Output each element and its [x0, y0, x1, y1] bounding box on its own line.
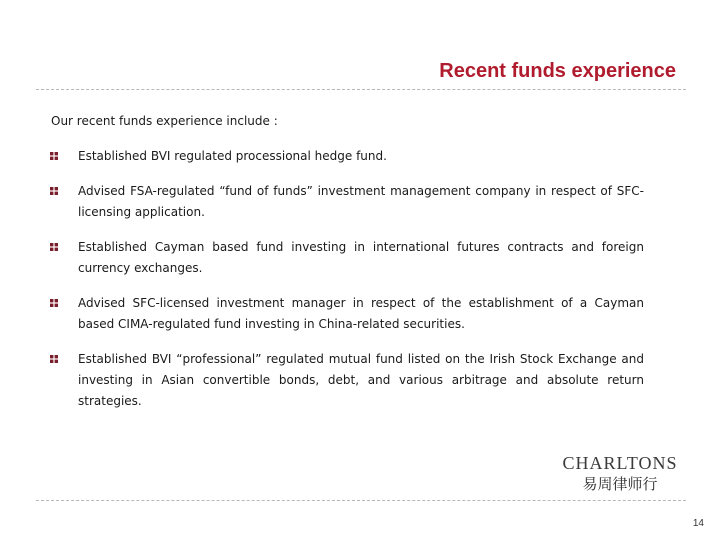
logo-chinese-name: 易周律师行: [582, 475, 658, 493]
list-item-text: Established Cayman based fund investing in international futures contracts and foreign currency exchanges.: [78, 240, 644, 275]
intro-text: Our recent funds experience include :: [51, 114, 278, 128]
square-bullet-icon: [50, 152, 58, 160]
company-logo: [558, 452, 682, 496]
square-bullet-icon: [50, 355, 58, 363]
square-bullet-icon: [50, 243, 58, 251]
list-item: [50, 146, 644, 167]
list-item-text: Established BVI regulated processional hedge fund.: [78, 149, 387, 163]
page-number: 14: [692, 518, 704, 529]
square-bullet-icon: [50, 299, 58, 307]
list-item: [50, 349, 644, 412]
list-item-text: Advised SFC-licensed investment manager in respect of the establishment of a Cayman based CIMA-regulated fund investing in China-related securities.: [78, 296, 644, 331]
square-bullet-icon: [50, 187, 58, 195]
list-item-text: Established BVI “professional” regulated mutual fund listed on the Irish Stock Exchange and investing in Asian convertible bonds, debt, and various arbitrage and absolute return strategies.: [78, 352, 644, 408]
footer-divider: [36, 500, 686, 501]
title-divider: [36, 89, 686, 90]
slide-title: Recent funds experience: [439, 60, 676, 82]
list-item: [50, 181, 644, 223]
list-item: [50, 237, 644, 279]
list-item-text: Advised FSA-regulated “fund of funds” investment management company in respect of SFC-licensing application.: [78, 184, 644, 219]
experience-list: [50, 146, 644, 426]
logo-name: CHARLTONS: [562, 453, 678, 473]
list-item: [50, 293, 644, 335]
